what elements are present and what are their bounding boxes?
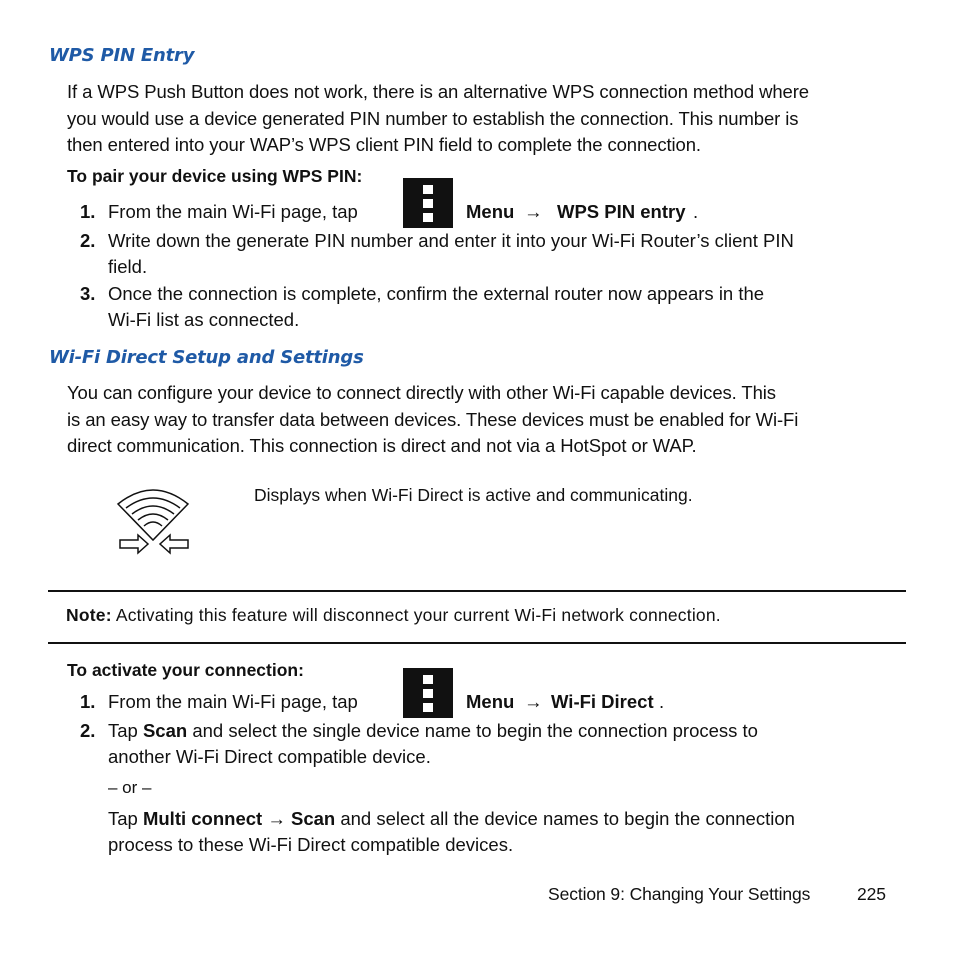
direct-intro-line: is an easy way to transfer data between devices. These devices must be enabled for Wi-Fi xyxy=(67,408,799,430)
wps-step-2 xyxy=(0,228,954,282)
step-number: 3. xyxy=(80,283,96,304)
menu-label: Menu xyxy=(466,691,515,712)
scan-label: Scan xyxy=(290,808,336,829)
wps-step-1 xyxy=(0,199,954,226)
tap-text: Tap xyxy=(108,720,138,741)
step-text: Once the connection is complete, confirm the external router now appears in the xyxy=(108,283,765,304)
step-number: 1. xyxy=(80,691,96,712)
wifi-direct-label: Wi-Fi Direct xyxy=(551,691,654,712)
note-bottom-rule xyxy=(48,642,906,644)
note xyxy=(66,605,721,626)
note-text: Activating this feature will disconnect your current Wi-Fi network connection. xyxy=(115,605,721,625)
step-text: Write down the generate PIN number and enter it into your Wi-Fi Router’s client PIN xyxy=(108,230,794,251)
tap-text: Tap xyxy=(108,808,138,829)
step-text: and select all the device names to begin the connection xyxy=(340,808,795,829)
step-text: process to these Wi-Fi Direct compatible devices. xyxy=(108,834,514,855)
wifi-direct-icon xyxy=(110,484,196,556)
menu-key-icon xyxy=(403,668,453,718)
wps-intro-line: then entered into your WAP’s WPS client PIN field to complete the connection. xyxy=(67,134,701,155)
wps-step-3 xyxy=(0,281,954,335)
step-number: 2. xyxy=(80,230,96,251)
activate-step-1 xyxy=(0,689,954,716)
direct-intro xyxy=(67,380,798,460)
step-end: . xyxy=(659,691,665,712)
step-end: . xyxy=(693,201,699,222)
or-separator: – or – xyxy=(108,778,152,797)
step-text: another Wi-Fi Direct compatible device. xyxy=(108,746,431,767)
arrow-icon: → xyxy=(267,808,286,829)
step-text: field. xyxy=(108,256,148,277)
page-number: 225 xyxy=(857,884,886,904)
step-number: 1. xyxy=(80,201,96,222)
multi-connect-label: Multi connect xyxy=(142,808,263,829)
menu-label: Menu xyxy=(466,201,515,222)
step-text-line xyxy=(108,718,758,745)
wps-heading: WPS PIN Entry xyxy=(49,45,195,66)
menu-key-icon xyxy=(403,178,453,228)
direct-heading: Wi-Fi Direct Setup and Settings xyxy=(49,347,364,368)
step-text: and select the single device name to begin the connection process to xyxy=(192,720,758,741)
scan-label: Scan xyxy=(142,720,188,741)
wps-intro-line: you would use a device generated PIN number to establish the connection. This number is xyxy=(67,107,799,129)
wps-pin-entry-label: WPS PIN entry xyxy=(557,201,686,222)
activate-step-2 xyxy=(0,718,954,858)
footer-section: Section 9: Changing Your Settings xyxy=(548,884,811,904)
direct-intro-line: You can configure your device to connect directly with other Wi-Fi capable devices. This xyxy=(67,382,776,403)
step-number: 2. xyxy=(80,720,96,741)
step-text: From the main Wi-Fi page, tap xyxy=(108,691,358,712)
icon-caption: Displays when Wi-Fi Direct is active and communicating. xyxy=(254,485,693,505)
wps-intro-line: If a WPS Push Button does not work, there is an alternative WPS connection method where xyxy=(67,81,809,102)
note-label: Note: xyxy=(66,605,112,625)
activate-lead: To activate your connection: xyxy=(67,660,304,680)
arrow-icon: → xyxy=(524,691,543,712)
step-text: From the main Wi-Fi page, tap xyxy=(108,201,358,222)
note-top-rule xyxy=(48,590,906,592)
arrow-icon: → xyxy=(524,201,543,222)
wps-lead: To pair your device using WPS PIN: xyxy=(67,166,363,186)
direct-intro-line: direct communication. This connection is direct and not via a HotSpot or WAP. xyxy=(67,435,697,456)
wps-intro xyxy=(67,79,809,159)
step-alt-line xyxy=(108,806,795,833)
step-text: Wi-Fi list as connected. xyxy=(108,309,300,330)
